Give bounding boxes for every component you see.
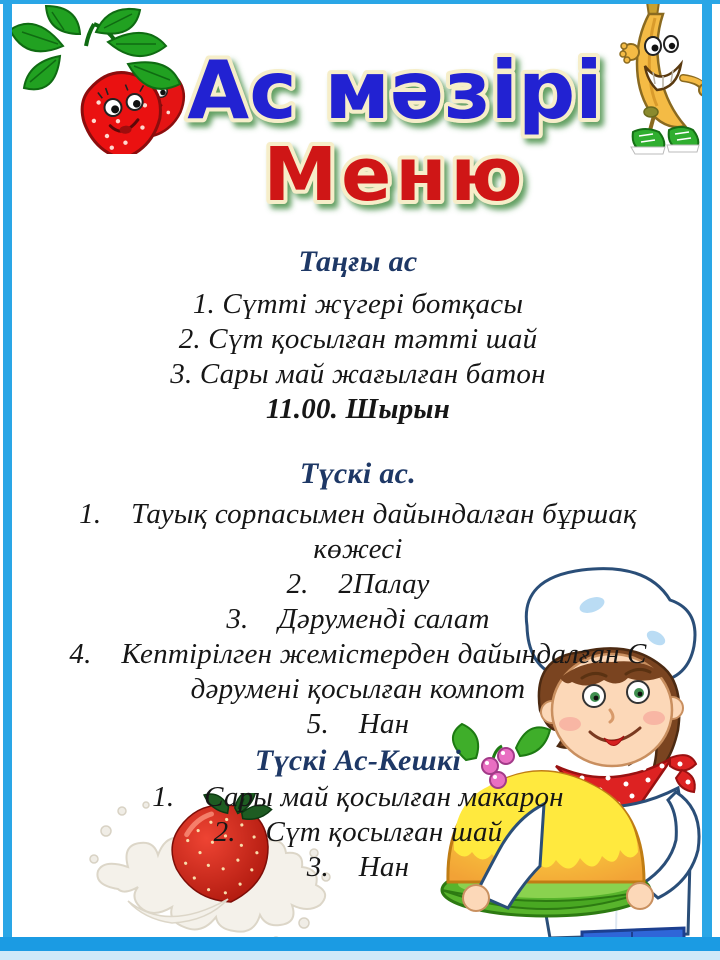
border-left [3, 0, 12, 960]
menu-item: 1. Сары май қосылған макарон [152, 781, 564, 813]
menu-item: 4. Кептірілген жемістерден дайындалған С [69, 638, 647, 670]
chef-hand-left [463, 885, 489, 911]
section-heading-lunch: Түскі ас. [299, 457, 417, 490]
menu-item: 3. Сары май жағылған батон [170, 358, 546, 390]
border-top [0, 0, 720, 4]
menu-item: 2. 2Палау [286, 568, 430, 600]
menu-item: 1. Тауық сорпасымен дайындалған бұршақ [79, 498, 637, 530]
section-heading-lunch-dinner: Түскі Ас-Кешкі [254, 744, 462, 777]
border-bottom-strip [0, 951, 720, 960]
section-heading-breakfast: Таңғы ас [298, 245, 418, 278]
title-line-2: Меню [263, 132, 527, 218]
menu-item: дәрумені қосылған компот [190, 673, 526, 705]
menu-item: 2. Сүт қосылған тәтті шай [178, 323, 538, 355]
menu-text-block [20, 243, 696, 885]
poster-title [0, 18, 720, 218]
menu-item: 2. Сүт қосылған шай [213, 816, 503, 848]
menu-item: көжесі [313, 533, 403, 565]
title-line-1: Ас мәзірі [187, 44, 603, 137]
menu-item: 3. Нан [306, 851, 410, 883]
menu-item: 1. Сүтті жүгері ботқасы [192, 288, 524, 320]
menu-item-juice-time: 11.00. Шырын [265, 393, 451, 425]
chef-hand-right [627, 883, 653, 909]
border-bottom [0, 937, 720, 951]
menu-item: 5. Нан [306, 708, 410, 740]
menu-item: 3. Дәруменді салат [226, 603, 490, 635]
border-right [702, 0, 712, 960]
